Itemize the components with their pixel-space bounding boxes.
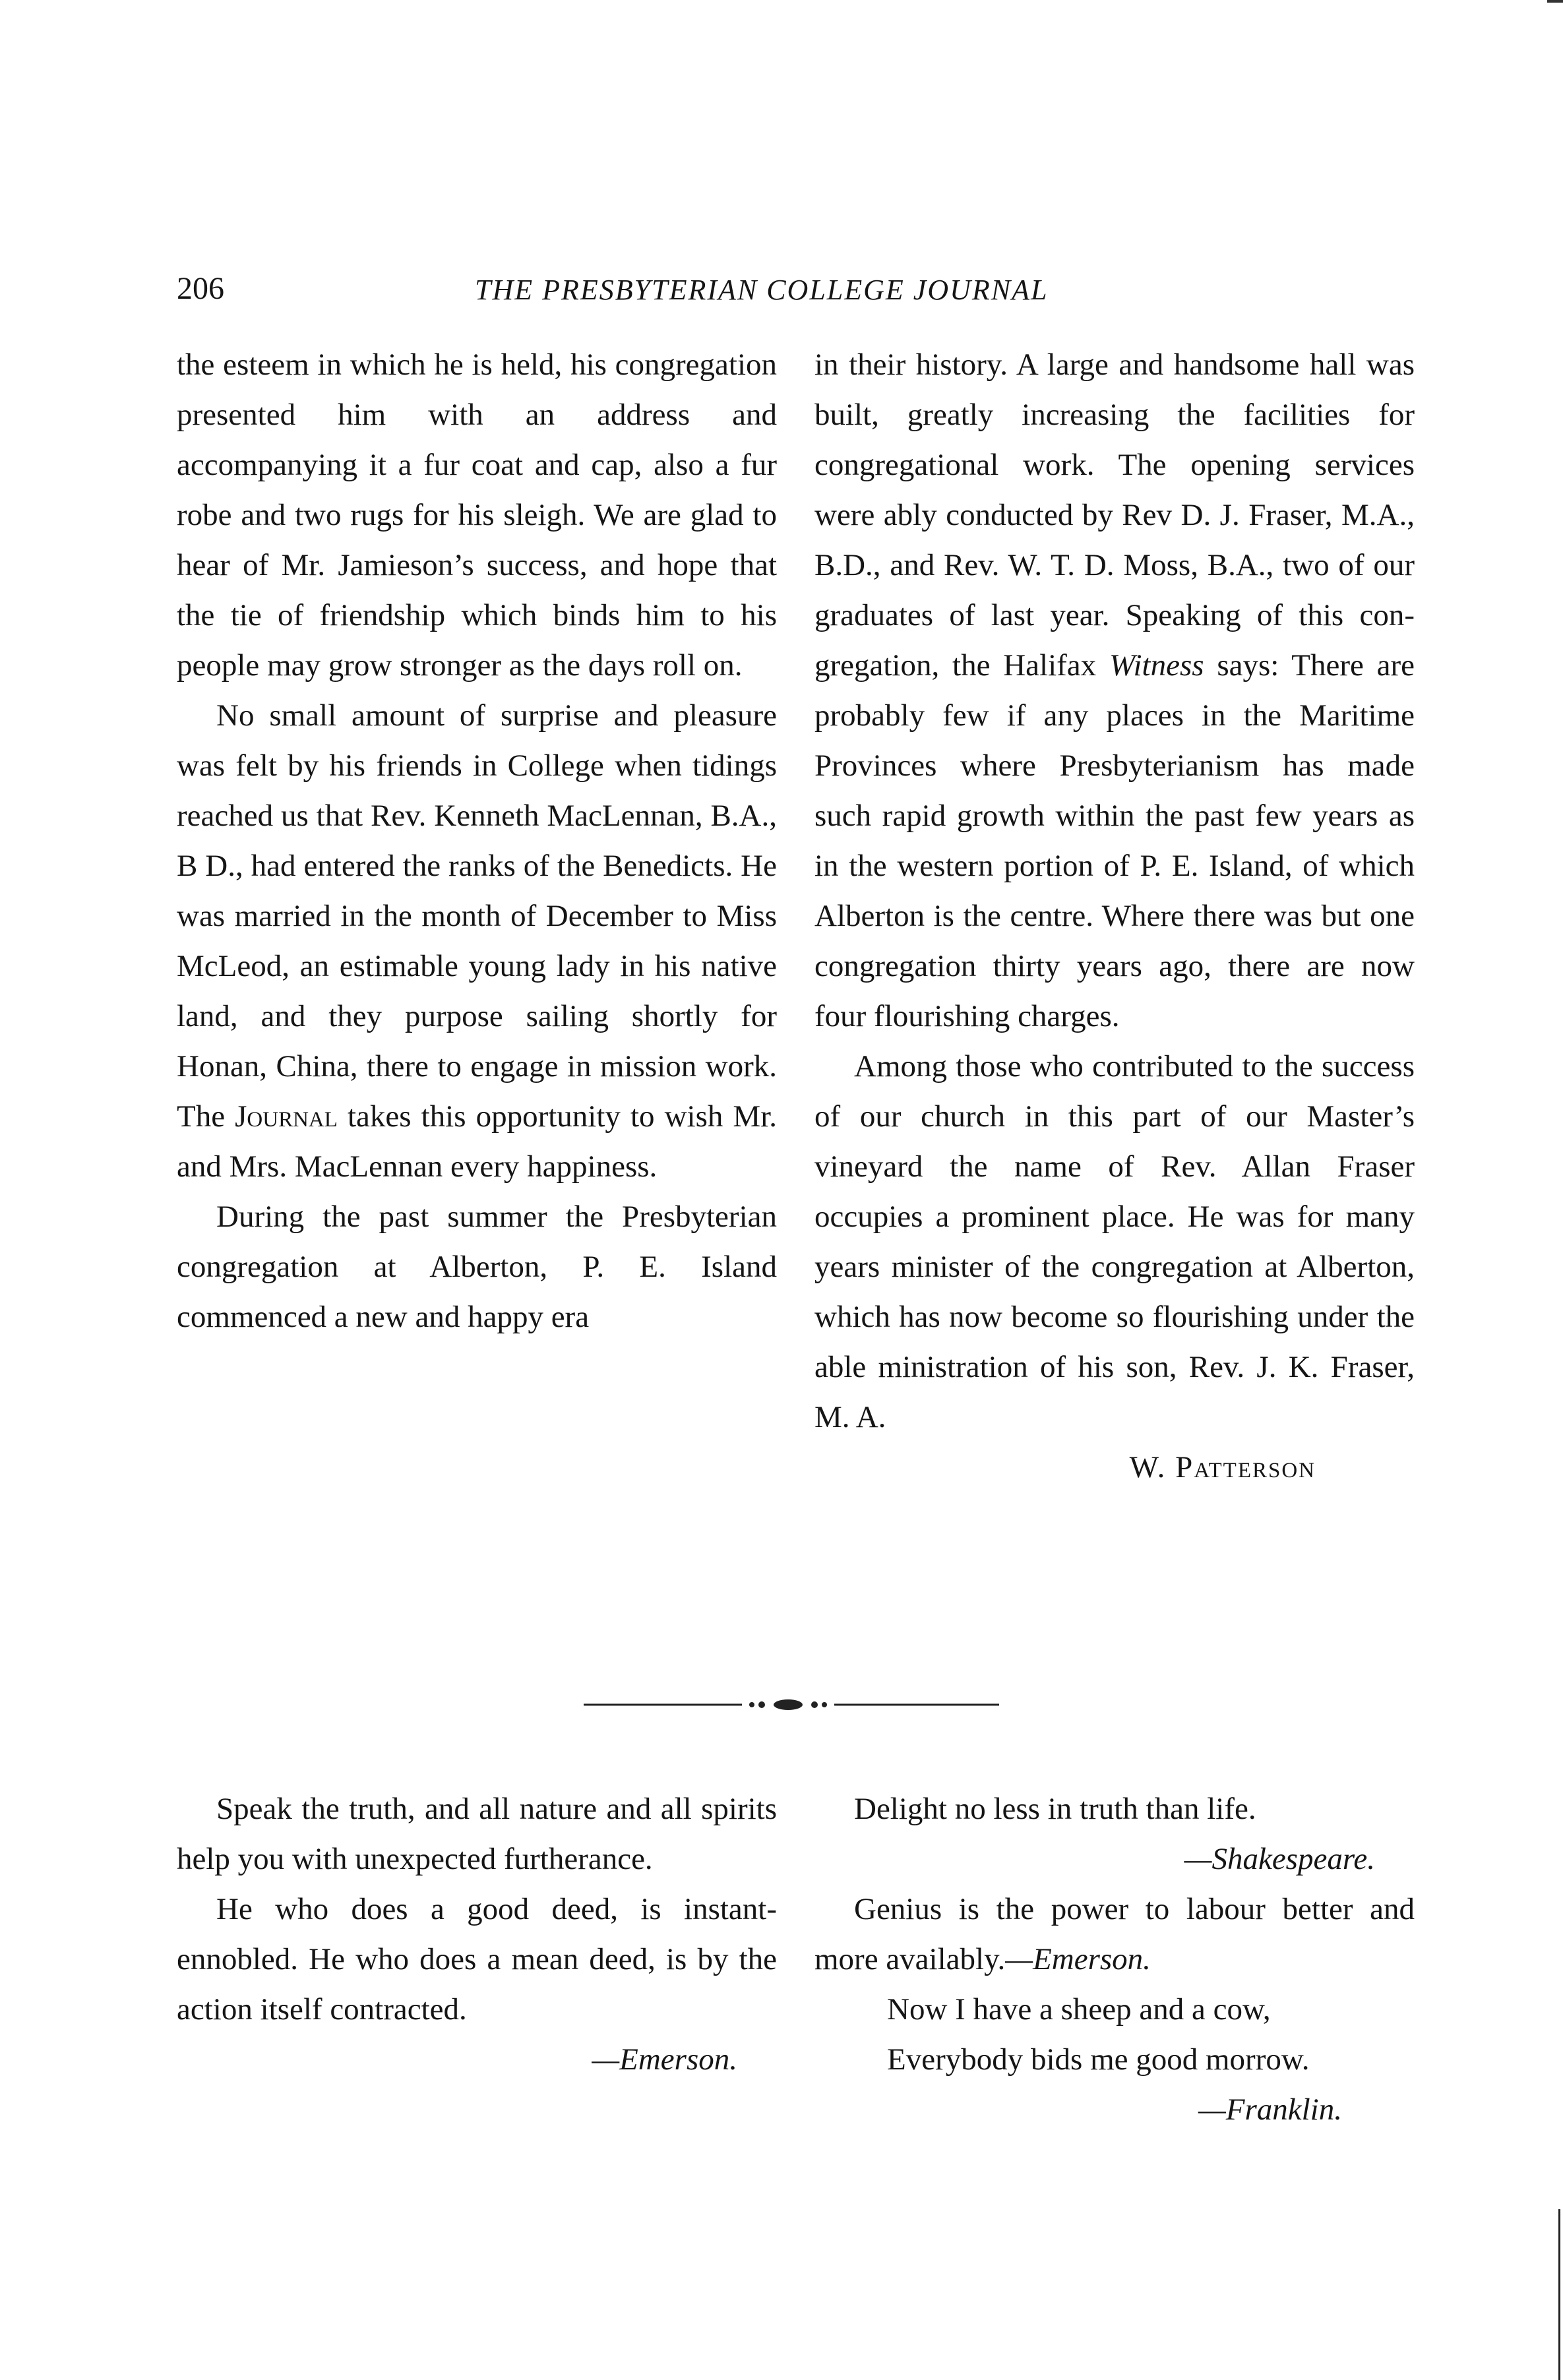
quote [814,1884,1415,1984]
page-number: 206 [177,271,224,306]
running-title: THE PRESBYTERIAN COLLEGE JOURNAL [475,274,1049,306]
quote-attribution: —Emerson. [592,2042,737,2077]
journal-word: Journal [235,1099,338,1134]
quote-text: Genius is the power to labour better and more availably. [814,1892,1415,1976]
article-paragraph: Among those who contributed to the success of our church in this part of our Master’s vineyard the name of Rev. Allan Fraser occupies a prominent place. He was for many years minister of the congregation at Alberton, which has now become so flourishing under the able ministration of his son, Rev. J. K. Fraser, M. A. [814,1049,1415,1434]
article-paragraph [814,340,1415,1041]
scan-edge-mark [1547,0,1563,3]
quote: He who does a good deed, is instantennobled. He who does a mean deed, is by the action itself contracted. [177,1892,777,2027]
article-left-column [177,340,777,1342]
ornamental-rule [584,1698,999,1711]
quotes-right-column [814,1784,1415,2135]
article-text: takes this opportunity to wish Mr. and Mrs. MacLennan every happiness. [177,1099,778,1184]
article-paragraph: During the past summer the Presbyterian congregation at Alberton, P. E. Island commenced a new and happy era [177,1200,777,1334]
scan-edge-line [1558,2209,1560,2380]
witness-word: Witness [1109,648,1204,683]
article-text: No small amount of surprise and pleasure was felt by his friends in College when tidings reached us that Rev. Kenneth MacLennan, B.A., B D., had entered the ranks of the Benedicts. He was married in the month of December to Miss McLeod, an estimable young lady in his native land, and they purpose sailing shortly for Honan, China, there to engage in mission work. The [177,698,777,1134]
verse-line: Everybody bids me good morrow. [887,2042,1310,2077]
article-text: says: There are probably few if any places in the Maritime Provinces where Presbyterianism has made such rapid growth within the past few years as in the western portion of P. E. Island, of which Alberton is the centre. Where there was but one congregation thirty years ago, there are now four flourishing charges. [814,648,1415,1033]
article-paragraph [177,690,777,1192]
quote-attribution: —Franklin. [1198,2092,1342,2127]
quote: Speak the truth, and all nature and all spirits help you with unexpected furtherance. [177,1792,777,1876]
quote-attribution: —Emerson. [1005,1942,1151,1976]
author-signature: W. Patterson [1129,1450,1316,1484]
article-text: in their history. A large and handsome hall was built, greatly increasing the facilities for congregational work. The opening services were ably conducted by Rev D. J. Fraser, M.A., B.D., and Rev. W. T. D. Moss, B.A., two of our graduates of last year. Speaking of this congregation, the Halifax [814,348,1415,683]
article-right-column [814,340,1415,1492]
article-paragraph: the esteem in which he is held, his congregation presented him with an address and accompanying it a fur coat and cap, also a fur robe and two rugs for his sleigh. We are glad to hear of Mr. Jamieson’s success, and hope that the tie of friendship which binds him to his people may grow stronger as the days roll on. [177,348,777,683]
verse-line: Now I have a sheep and a cow, [887,1992,1271,2027]
quote-attribution: —Shakespeare. [1184,1842,1375,1876]
quote: Delight no less in truth than life. [854,1792,1256,1826]
quotes-left-column [177,1784,777,2085]
